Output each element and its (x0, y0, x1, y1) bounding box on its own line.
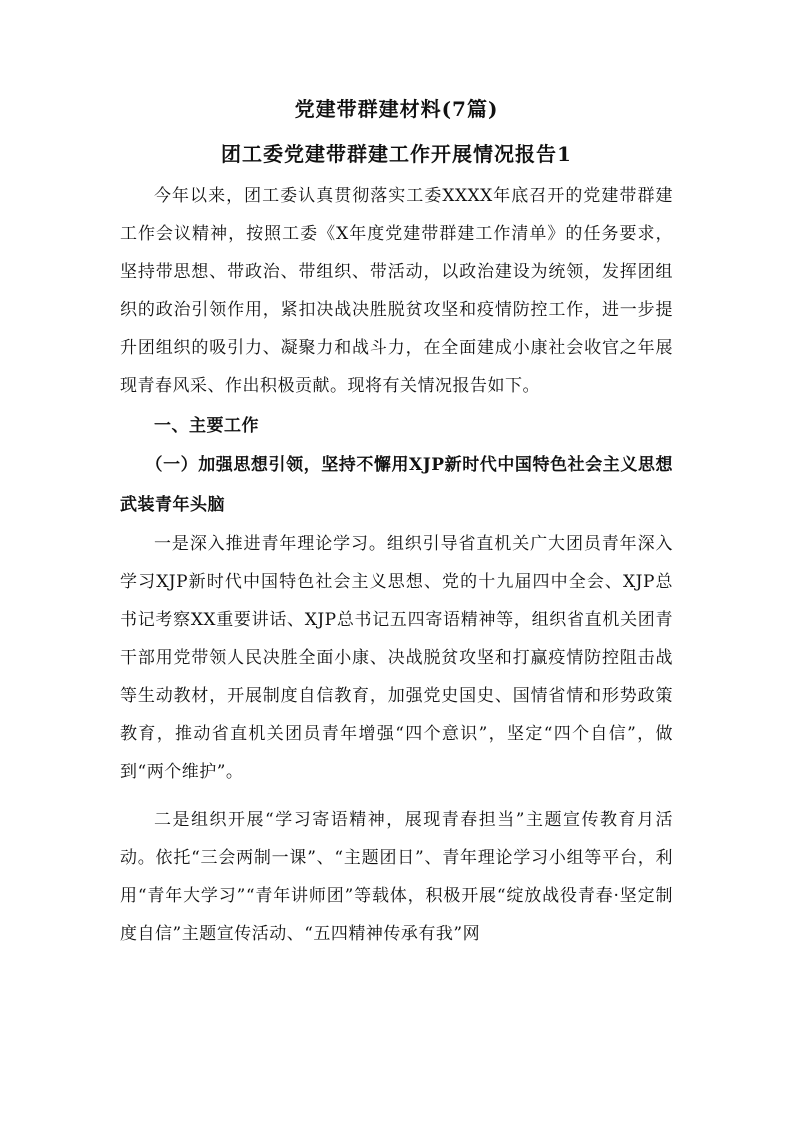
document-subtitle: 团工委党建带群建工作开展情况报告1 (221, 142, 572, 166)
section-heading: 一、主要工作 (154, 416, 259, 436)
body-paragraph-1: 一是深入推进青年理论学习。组织引导省直机关广大团员青年深入学习XJP新时代中国特色社会主义思想、党的十九届四中全会、XJP总书记考察XX重要讲话、XJP总书记五四寄语精神等，组织省直机关团青干部用党带领人民决胜全面小康、决战脱贫攻坚和打赢疫情防控阻击战等生动教材，开展制度自信教育，加强党史国史、国情省情和形势政策教育，推动省直机关团员青年增强“四个意识”，坚定“四个自信”，做到“两个维护”。 (120, 534, 673, 782)
intro-paragraph: 今年以来，团工委认真贯彻落实工委XXXX年底召开的党建带群建工作会议精神，按照工委《X年度党建带群建工作清单》的任务要求，坚持带思想、带政治、带组织、带活动，以政治建设为统领，发挥团组织的政治引领作用，紧扣决战决胜脱贫攻坚和疫情防控工作，进一步提升团组织的吸引力、凝聚力和战斗力，在全面建成小康社会收官之年展现青春风采、作出积极贡献。现将有关情况报告如下。 (120, 186, 673, 396)
subsection-heading: （一）加强思想引领，坚持不懈用XJP新时代中国特色社会主义思想武装青年头脑 (120, 455, 673, 515)
body-paragraph-2: 二是组织开展“学习寄语精神，展现青春担当”主题宣传教育月活动。依托“三会两制一课”、“主题团日”、青年理论学习小组等平台，利用“青年大学习”“青年讲师团”等载体，积极开展“绽放战役青春·坚定制度自信”主题宣传活动、“五四精神传承有我”网 (120, 810, 673, 944)
document-title: 党建带群建材料(7篇) (294, 97, 499, 121)
